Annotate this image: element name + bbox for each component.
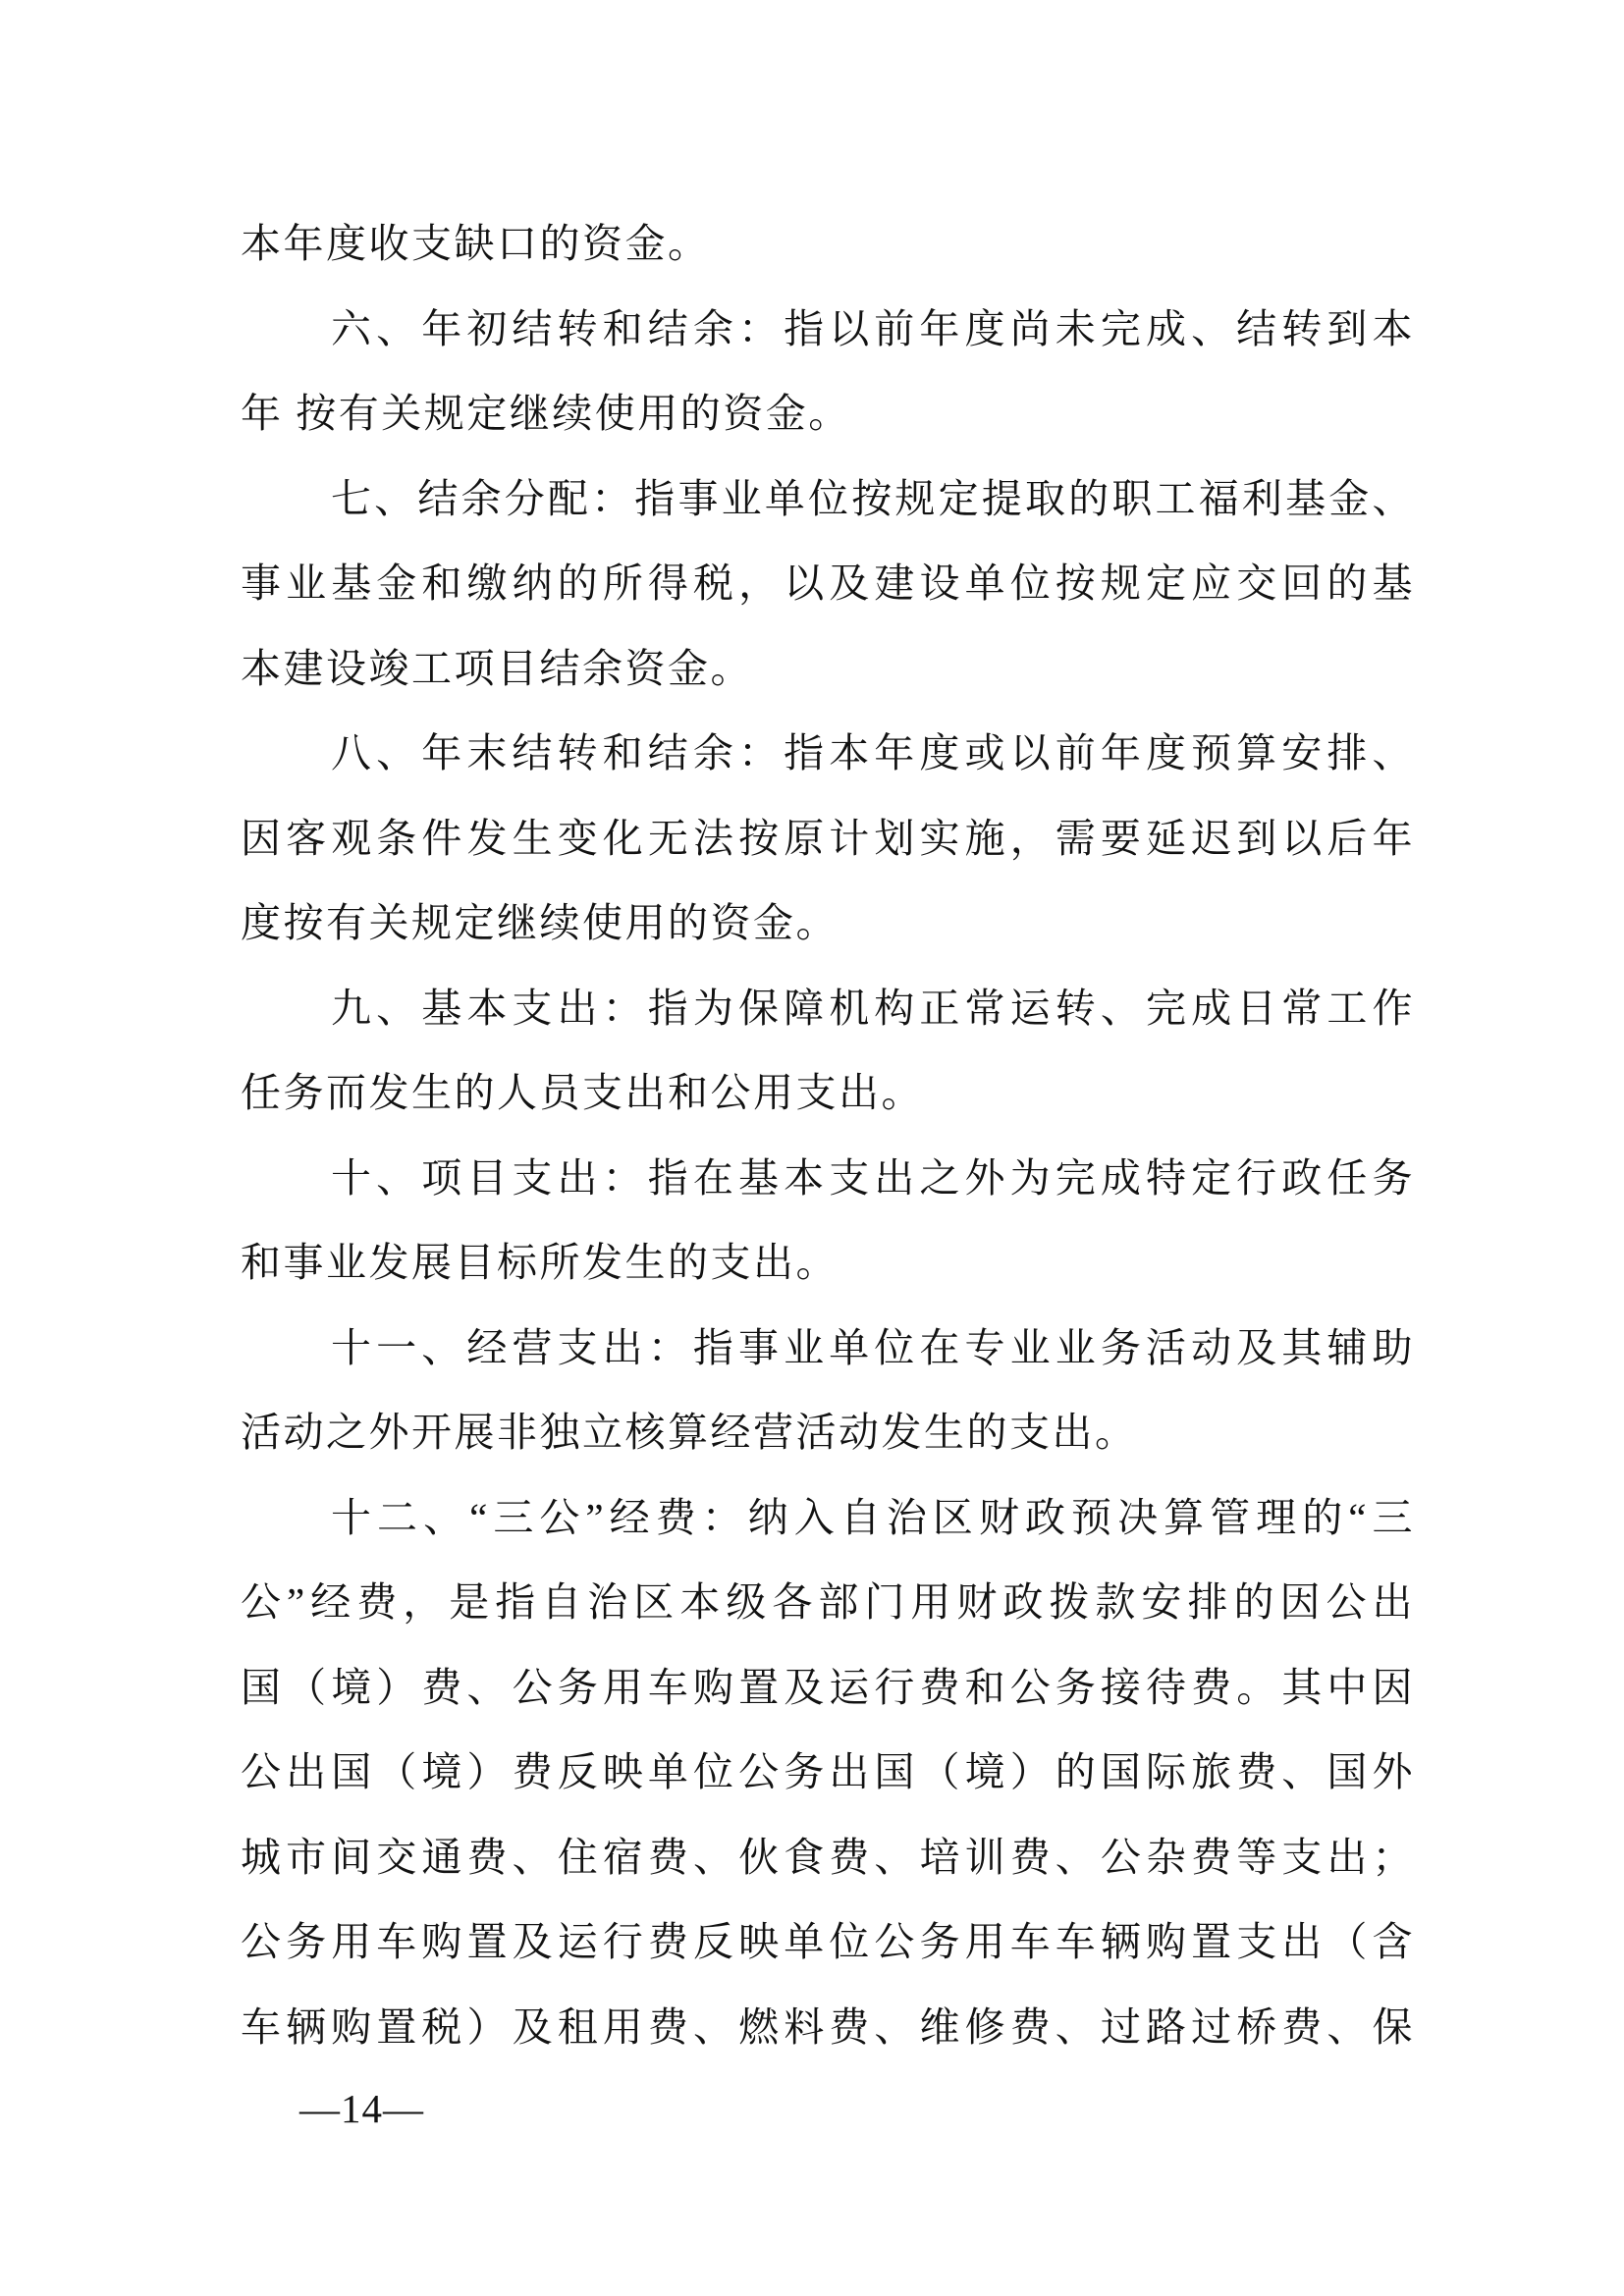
text-line: 和事业发展目标所发生的支出。 xyxy=(241,1240,839,1285)
text-line: 本建设竣工项目结余资金。 xyxy=(241,645,753,691)
text-line: 十一、经营支出：指事业单位在专业业务活动及其辅助 xyxy=(331,1324,1415,1370)
text-line: 任务而发生的人员支出和公用支出。 xyxy=(241,1070,924,1115)
text-line: 公”经费，是指自治区本级各部门用财政拨款安排的因公出 xyxy=(241,1579,1415,1625)
text-line: 度按有关规定继续使用的资金。 xyxy=(241,900,839,945)
text-line: 本年度收支缺口的资金。 xyxy=(241,221,711,266)
text-line: 公出国（境）费反映单位公务出国（境）的国际旅费、国外 xyxy=(241,1749,1415,1794)
page-number: —14— xyxy=(299,2086,424,2131)
text-line: 活动之外开展非独立核算经营活动发生的支出。 xyxy=(241,1410,1138,1455)
text-line: 因客观条件发生变化无法按原计划实施，需要延迟到以后年 xyxy=(241,815,1415,861)
text-line: 六、年初结转和结余：指以前年度尚未完成、结转到本 xyxy=(331,305,1415,351)
text-line: 车辆购置税）及租用费、燃料费、维修费、过路过桥费、保 xyxy=(241,2003,1415,2050)
document-body xyxy=(241,201,1415,2069)
text-line: 年 按有关规定继续使用的资金。 xyxy=(241,391,851,436)
text-line: 八、年末结转和结余：指本年度或以前年度预算安排、 xyxy=(331,730,1415,775)
text-line: 十、项目支出：指在基本支出之外为完成特定行政任务 xyxy=(331,1154,1415,1201)
text-line: 九、基本支出：指为保障机构正常运转、完成日常工作 xyxy=(331,985,1415,1031)
text-line: 事业基金和缴纳的所得税，以及建设单位按规定应交回的基 xyxy=(241,561,1415,606)
text-line: 七、结余分配：指事业单位按规定提取的职工福利基金、 xyxy=(331,475,1415,521)
text-line: 国（境）费、公务用车购置及运行费和公务接待费。其中因 xyxy=(241,1664,1415,1710)
text-line: 十二、“三公”经费：纳入自治区财政预决算管理的“三 xyxy=(331,1494,1415,1540)
text-line: 城市间交通费、住宿费、伙食费、培训费、公杂费等支出； xyxy=(241,1834,1415,1880)
text-line: 公务用车购置及运行费反映单位公务用车车辆购置支出（含 xyxy=(241,1919,1415,1964)
